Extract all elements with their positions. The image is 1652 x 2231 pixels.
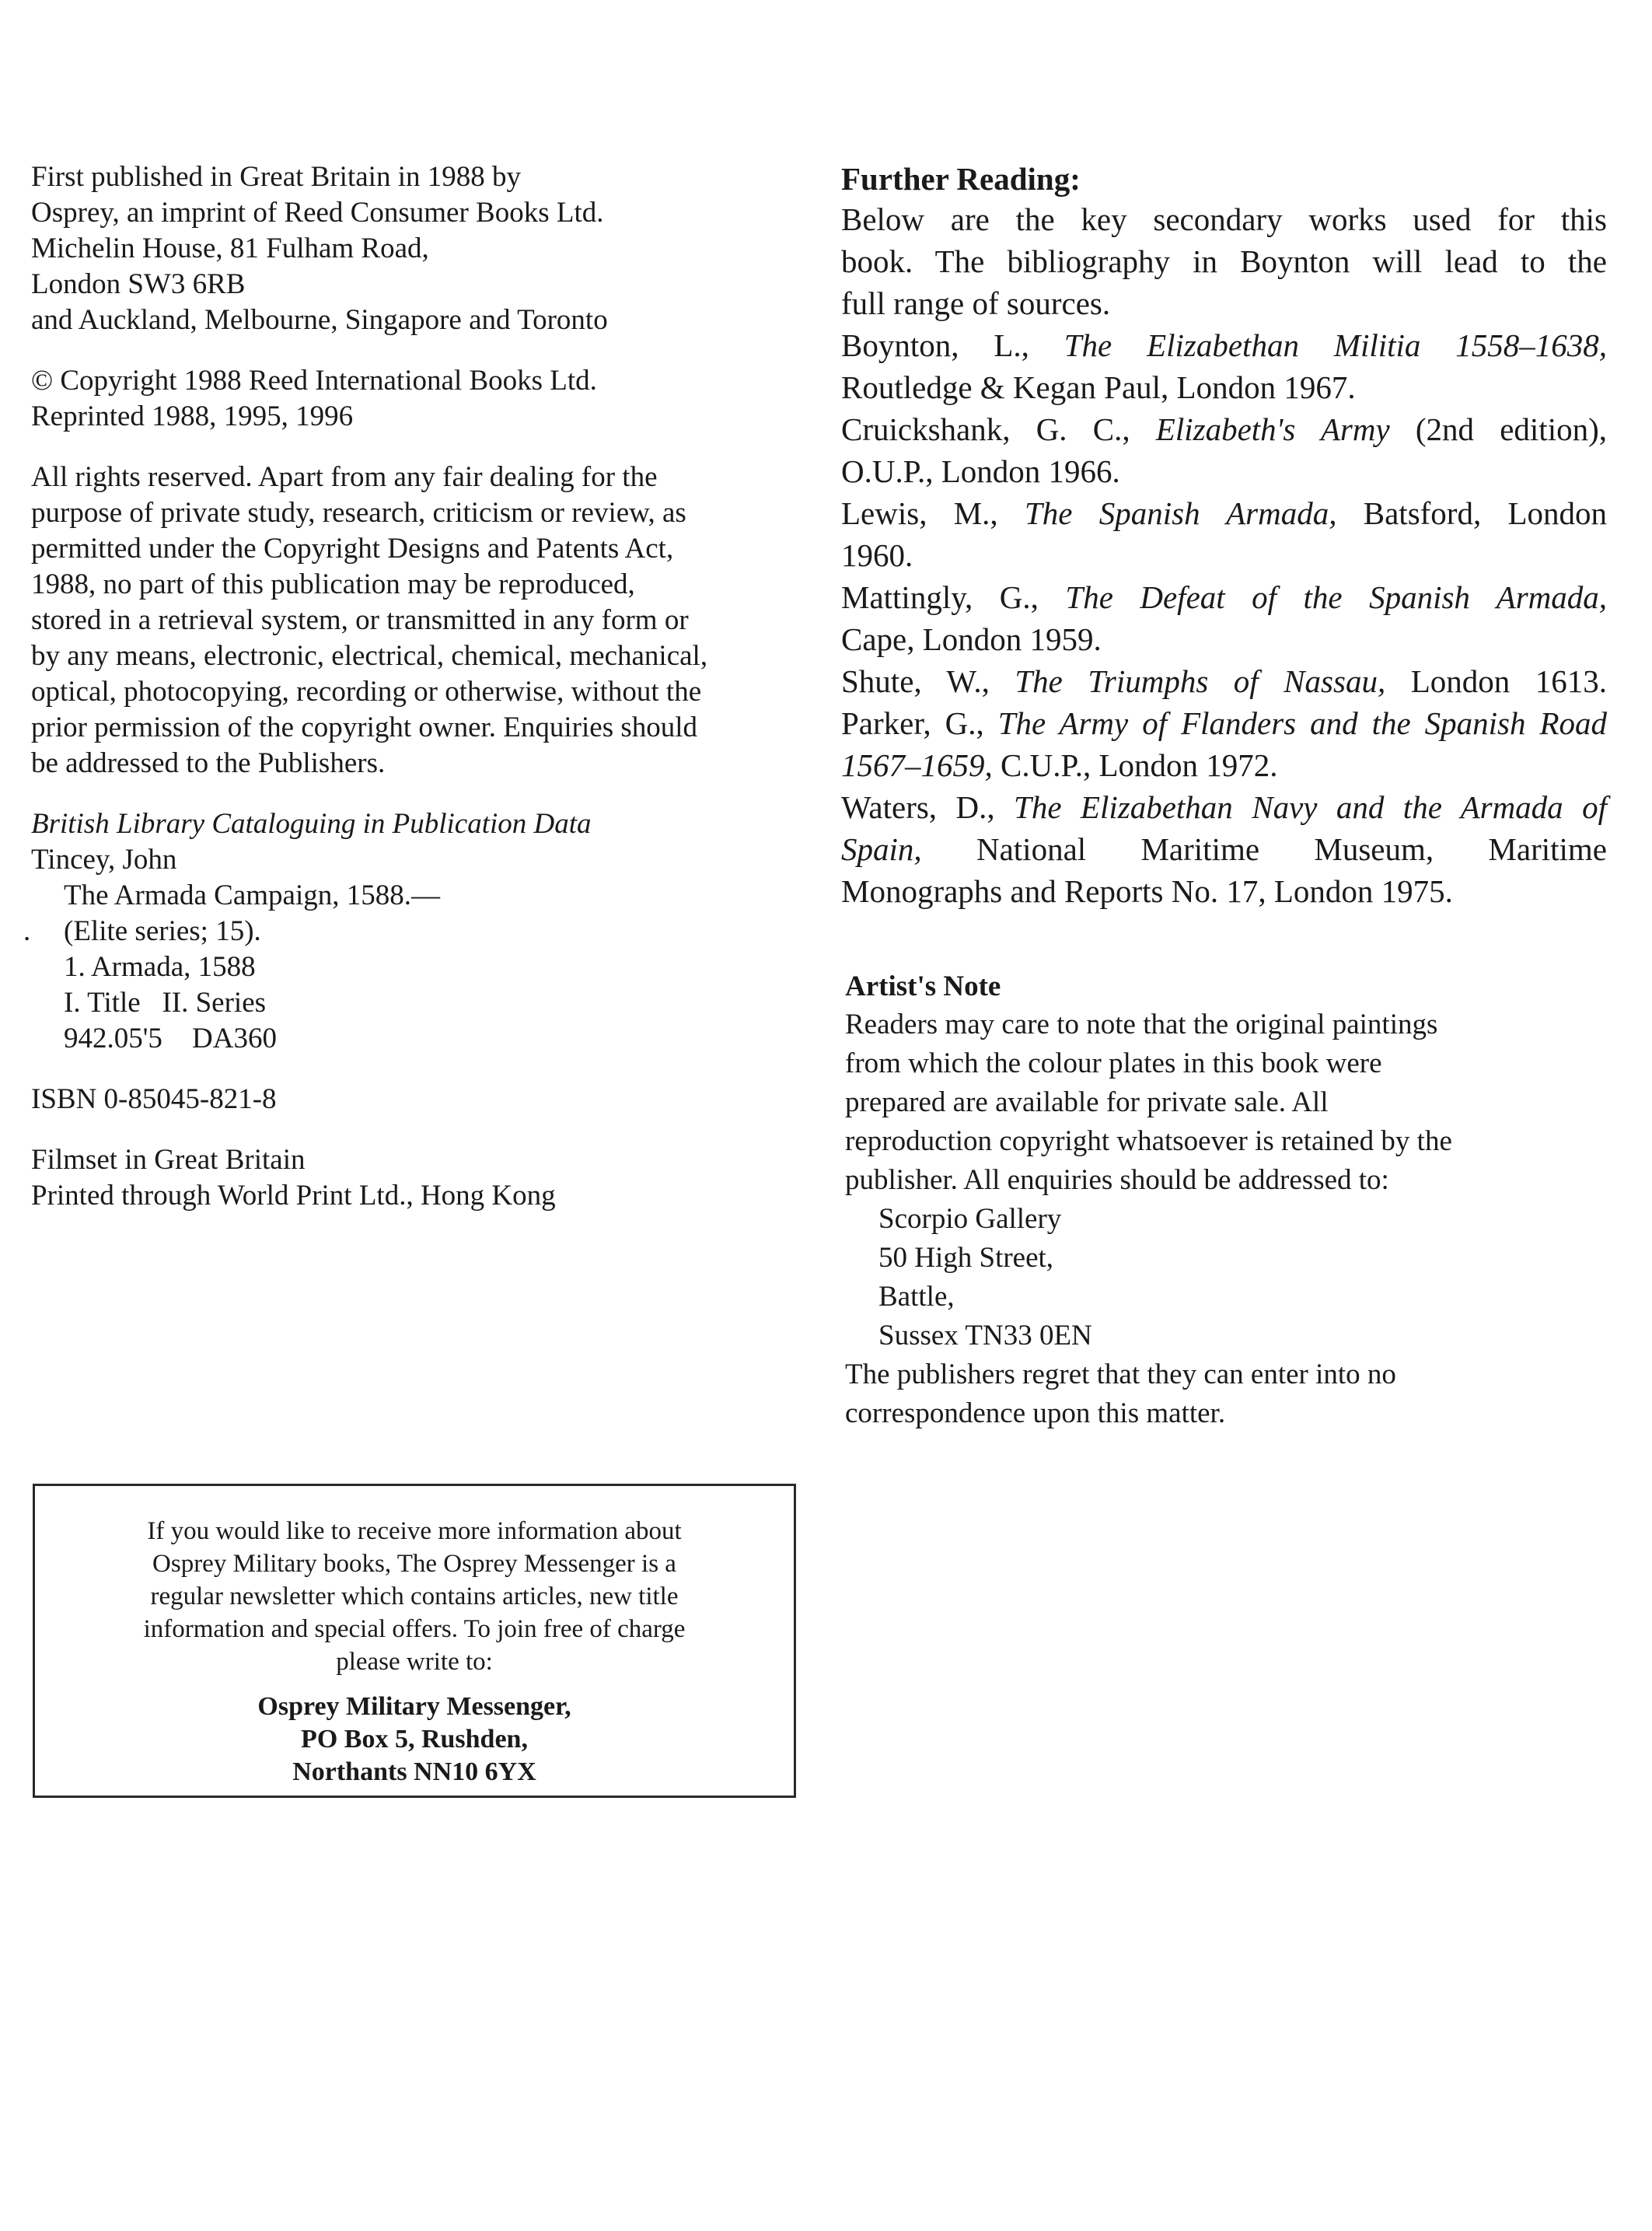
messenger-intro-line: regular newsletter which contains articles, new title	[150, 1582, 679, 1610]
bib-author: Boynton, L.,	[841, 327, 1029, 363]
rights-line: by any means, electronic, electrical, chemical, mechanical,	[31, 640, 708, 672]
catalog-subject: 1. Armada, 1588	[64, 951, 256, 983]
bib-entry-cruickshank	[841, 408, 1607, 450]
bib-entry-mattingly-cont: Cape, London 1959.	[841, 621, 1102, 657]
publication-line: London SW3 6RB	[31, 268, 246, 300]
rights-line: permitted under the Copyright Designs and Patents Act,	[31, 533, 674, 565]
bib-title: The Army of Flanders and the Spanish Road	[997, 705, 1607, 741]
gallery-address-line: Sussex TN33 0EN	[878, 1320, 1092, 1352]
further-reading-body	[841, 198, 1607, 912]
bib-title: The Elizabethan Militia 1558–1638,	[1063, 327, 1607, 363]
messenger-address-line: Northants NN10 6YX	[292, 1757, 536, 1786]
messenger-intro-line: If you would like to receive more information about	[147, 1517, 682, 1545]
further-reading-section	[841, 159, 1607, 912]
publication-line: Michelin House, 81 Fulham Road,	[31, 233, 429, 264]
bib-title: The Spanish Armada,	[1024, 495, 1337, 531]
bib-entry-waters-cont	[841, 828, 1607, 870]
bib-author: Cruickshank, G. C.,	[841, 411, 1130, 447]
cataloguing-heading: British Library Cataloguing in Publication Data	[31, 808, 592, 840]
publication-line: First published in Great Britain in 1988 by	[31, 161, 521, 193]
bib-title-cont: 1567–1659,	[841, 747, 993, 783]
bib-entry-parker	[841, 702, 1607, 744]
artists-note-line: prepared are available for private sale. All	[845, 1086, 1329, 1118]
bib-title: Elizabeth's Army	[1155, 411, 1390, 447]
further-reading-intro-line: Below are the key secondary works used for this	[841, 201, 1607, 237]
artists-note-line: Readers may care to note that the original paintings	[845, 1009, 1438, 1040]
rights-line: All rights reserved. Apart from any fair dealing for the	[31, 461, 658, 493]
artists-note-section	[845, 968, 1591, 1433]
cataloguing-data	[23, 806, 801, 1057]
bib-title: The Elizabethan Navy and the Armada of	[1014, 789, 1607, 825]
rights-line: 1988, no part of this publication may be reproduced,	[31, 568, 635, 600]
bib-edition: (2nd edition),	[1415, 411, 1607, 447]
filmset-line: Filmset in Great Britain	[31, 1144, 306, 1176]
artists-note-line: publisher. All enquiries should be addressed to:	[845, 1164, 1389, 1196]
rights-line: purpose of private study, research, criticism or review, as	[31, 497, 686, 529]
messenger-intro-line: information and special offers. To join free of charge	[143, 1615, 686, 1643]
production-info	[31, 1142, 801, 1214]
reprint-history: Reprinted 1988, 1995, 1996	[31, 400, 354, 432]
bib-entry-cruickshank-cont: O.U.P., London 1966.	[841, 453, 1120, 489]
rights-line: prior permission of the copyright owner. Enquiries should	[31, 712, 698, 743]
messenger-intro-line: Osprey Military books, The Osprey Messenger is a	[152, 1550, 676, 1578]
rights-line: stored in a retrieval system, or transmitted in any form or	[31, 604, 689, 636]
bib-publisher: Batsford, London	[1363, 495, 1608, 531]
bib-publisher: National Maritime Museum, Maritime	[976, 831, 1607, 867]
bib-title: The Triumphs of Nassau,	[1015, 663, 1386, 699]
bib-entry-waters-cont2: Monographs and Reports No. 17, London 1975.	[841, 873, 1453, 909]
bib-author: Lewis, M.,	[841, 495, 998, 531]
bib-entry-waters	[841, 786, 1607, 828]
messenger-address-line: Osprey Military Messenger,	[257, 1692, 571, 1721]
catalog-lc-number: DA360	[192, 1023, 277, 1054]
copyright-info	[31, 363, 801, 435]
messenger-intro-line: please write to:	[336, 1648, 493, 1676]
bib-entry-boynton-cont: Routledge & Kegan Paul, London 1967.	[841, 369, 1356, 405]
bib-entry-lewis	[841, 492, 1607, 534]
catalog-bullet: .	[23, 915, 31, 947]
artists-note-line: reproduction copyright whatsoever is retained by the	[845, 1125, 1452, 1157]
publication-line: Osprey, an imprint of Reed Consumer Books Ltd.	[31, 197, 604, 229]
artists-note-closing: The publishers regret that they can enter into no	[845, 1359, 1396, 1390]
catalog-class-number: 942.05'5	[64, 1023, 162, 1054]
bib-entry-shute	[841, 660, 1607, 702]
publication-info	[31, 159, 801, 338]
messenger-address	[35, 1691, 794, 1789]
artists-note-line: from which the colour plates in this book were	[845, 1047, 1382, 1079]
catalog-entries: I. Title II. Series	[64, 987, 267, 1019]
isbn-block	[31, 1082, 801, 1117]
bib-title: The Defeat of the Spanish Armada,	[1065, 579, 1608, 615]
messenger-intro	[35, 1515, 794, 1678]
bib-entry-mattingly	[841, 576, 1607, 618]
catalog-title: The Armada Campaign, 1588.—	[64, 879, 440, 911]
bib-entry-boynton	[841, 324, 1607, 366]
gallery-address-line: Battle,	[878, 1281, 955, 1313]
gallery-address-line: Scorpio Gallery	[878, 1203, 1062, 1235]
bib-entry-parker-cont	[841, 744, 1607, 786]
artists-note-body	[845, 1005, 1591, 1433]
printed-line: Printed through World Print Ltd., Hong Kong	[31, 1180, 556, 1212]
catalog-author: Tincey, John	[31, 844, 177, 876]
bib-author: Parker, G.,	[841, 705, 984, 741]
rights-line: optical, photocopying, recording or otherwise, without the	[31, 676, 702, 708]
imprint-column	[23, 159, 801, 1239]
further-reading-intro-line: book. The bibliography in Boynton will lead to the	[841, 243, 1607, 279]
messenger-address-line: PO Box 5, Rushden,	[301, 1725, 528, 1754]
bib-rest: London 1613.	[1410, 663, 1607, 699]
messenger-box	[33, 1484, 796, 1798]
bib-entry-lewis-cont: 1960.	[841, 537, 913, 573]
rights-line: be addressed to the Publishers.	[31, 747, 386, 779]
gallery-address	[845, 1200, 1591, 1355]
bib-rest: C.U.P., London 1972.	[1001, 747, 1278, 783]
publication-line: and Auckland, Melbourne, Singapore and Toronto	[31, 304, 608, 336]
rights-statement	[31, 460, 801, 782]
further-reading-heading: Further Reading:	[841, 161, 1081, 197]
further-reading-intro-line: full range of sources.	[841, 285, 1111, 321]
bib-title-cont: Spain,	[841, 831, 922, 867]
isbn: ISBN 0-85045-821-8	[31, 1083, 277, 1115]
gallery-address-line: 50 High Street,	[878, 1242, 1054, 1274]
bib-author: Shute, W.,	[841, 663, 990, 699]
bib-author: Mattingly, G.,	[841, 579, 1039, 615]
bib-author: Waters, D.,	[841, 789, 995, 825]
copyright-notice: © Copyright 1988 Reed International Books Ltd.	[31, 365, 597, 397]
artists-note-heading: Artist's Note	[845, 970, 1001, 1002]
catalog-series: (Elite series; 15).	[64, 915, 261, 947]
catalog-classification	[31, 1021, 801, 1057]
artists-note-closing: correspondence upon this matter.	[845, 1397, 1226, 1429]
